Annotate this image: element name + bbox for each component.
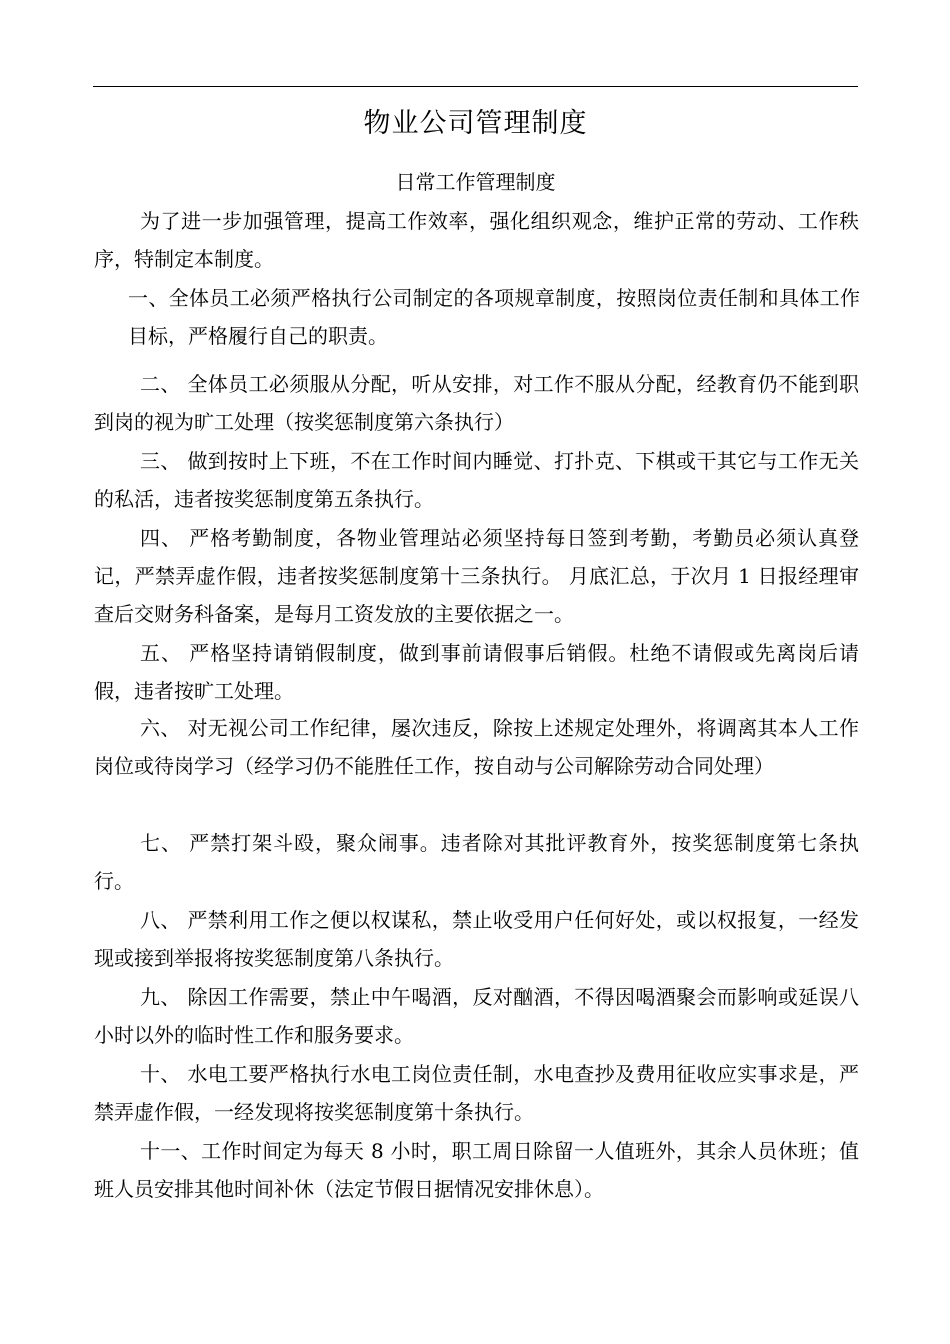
clause-6: 六、 对无视公司工作纪律，屡次违反，除按上述规定处理外，将调离其本人工作岗位或待岗学习（经学习仍不能胜任工作，按自动与公司解除劳动合同处理）: [94, 716, 859, 778]
clause-1: 一、全体员工必须严格执行公司制定的各项规章制度，按照岗位责任制和具体工作目标，严格履行自己的职责。: [128, 286, 860, 348]
clause-5: 五、 严格坚持请销假制度，做到事前请假事后销假。杜绝不请假或先离岗后请假，违者按旷工处理。: [94, 641, 859, 703]
clause-4: 四、 严格考勤制度，各物业管理站必须坚持每日签到考勤，考勤员必须认真登记，严禁弄虚作假，违者按奖惩制度第十三条执行。 月底汇总，于次月 1 日报经理审查后交财务科备案，是每月工资发放的主要依据之一。: [94, 526, 859, 626]
header-rule: [93, 86, 858, 87]
section-title: 日常工作管理制度: [395, 170, 556, 194]
clause-2: 二、 全体员工必须服从分配，听从安排，对工作不服从分配，经教育仍不能到职到岗的视为旷工处理（按奖惩制度第六条执行）: [94, 372, 859, 434]
clause-7: 七、 严禁打架斗殴，聚众闹事。违者除对其批评教育外，按奖惩制度第七条执行。: [94, 831, 859, 893]
intro-paragraph: 为了进一步加强管理，提高工作效率，强化组织观念，维护正常的劳动、工作秩序，特制定本制度。: [94, 209, 859, 271]
clause-9: 九、 除因工作需要，禁止中午喝酒，反对酗酒，不得因喝酒聚会而影响或延误八小时以外的临时性工作和服务要求。: [94, 985, 859, 1047]
clause-10: 十、 水电工要严格执行水电工岗位责任制，水电查抄及费用征收应实事求是，严禁弄虚作假，一经发现将按奖惩制度第十条执行。: [94, 1062, 859, 1124]
clause-8: 八、 严禁利用工作之便以权谋私，禁止收受用户任何好处，或以权报复，一经发现或接到举报将按奖惩制度第八条执行。: [94, 908, 859, 970]
document-title: 物业公司管理制度: [363, 108, 588, 139]
clause-11: 十一、工作时间定为每天 8 小时，职工周日除留一人值班外，其余人员休班；值班人员安排其他时间补休（法定节假日据情况安排休息）。: [94, 1139, 859, 1201]
clause-3: 三、 做到按时上下班，不在工作时间内睡觉、打扑克、下棋或干其它与工作无关的私活，违者按奖惩制度第五条执行。: [94, 449, 859, 511]
